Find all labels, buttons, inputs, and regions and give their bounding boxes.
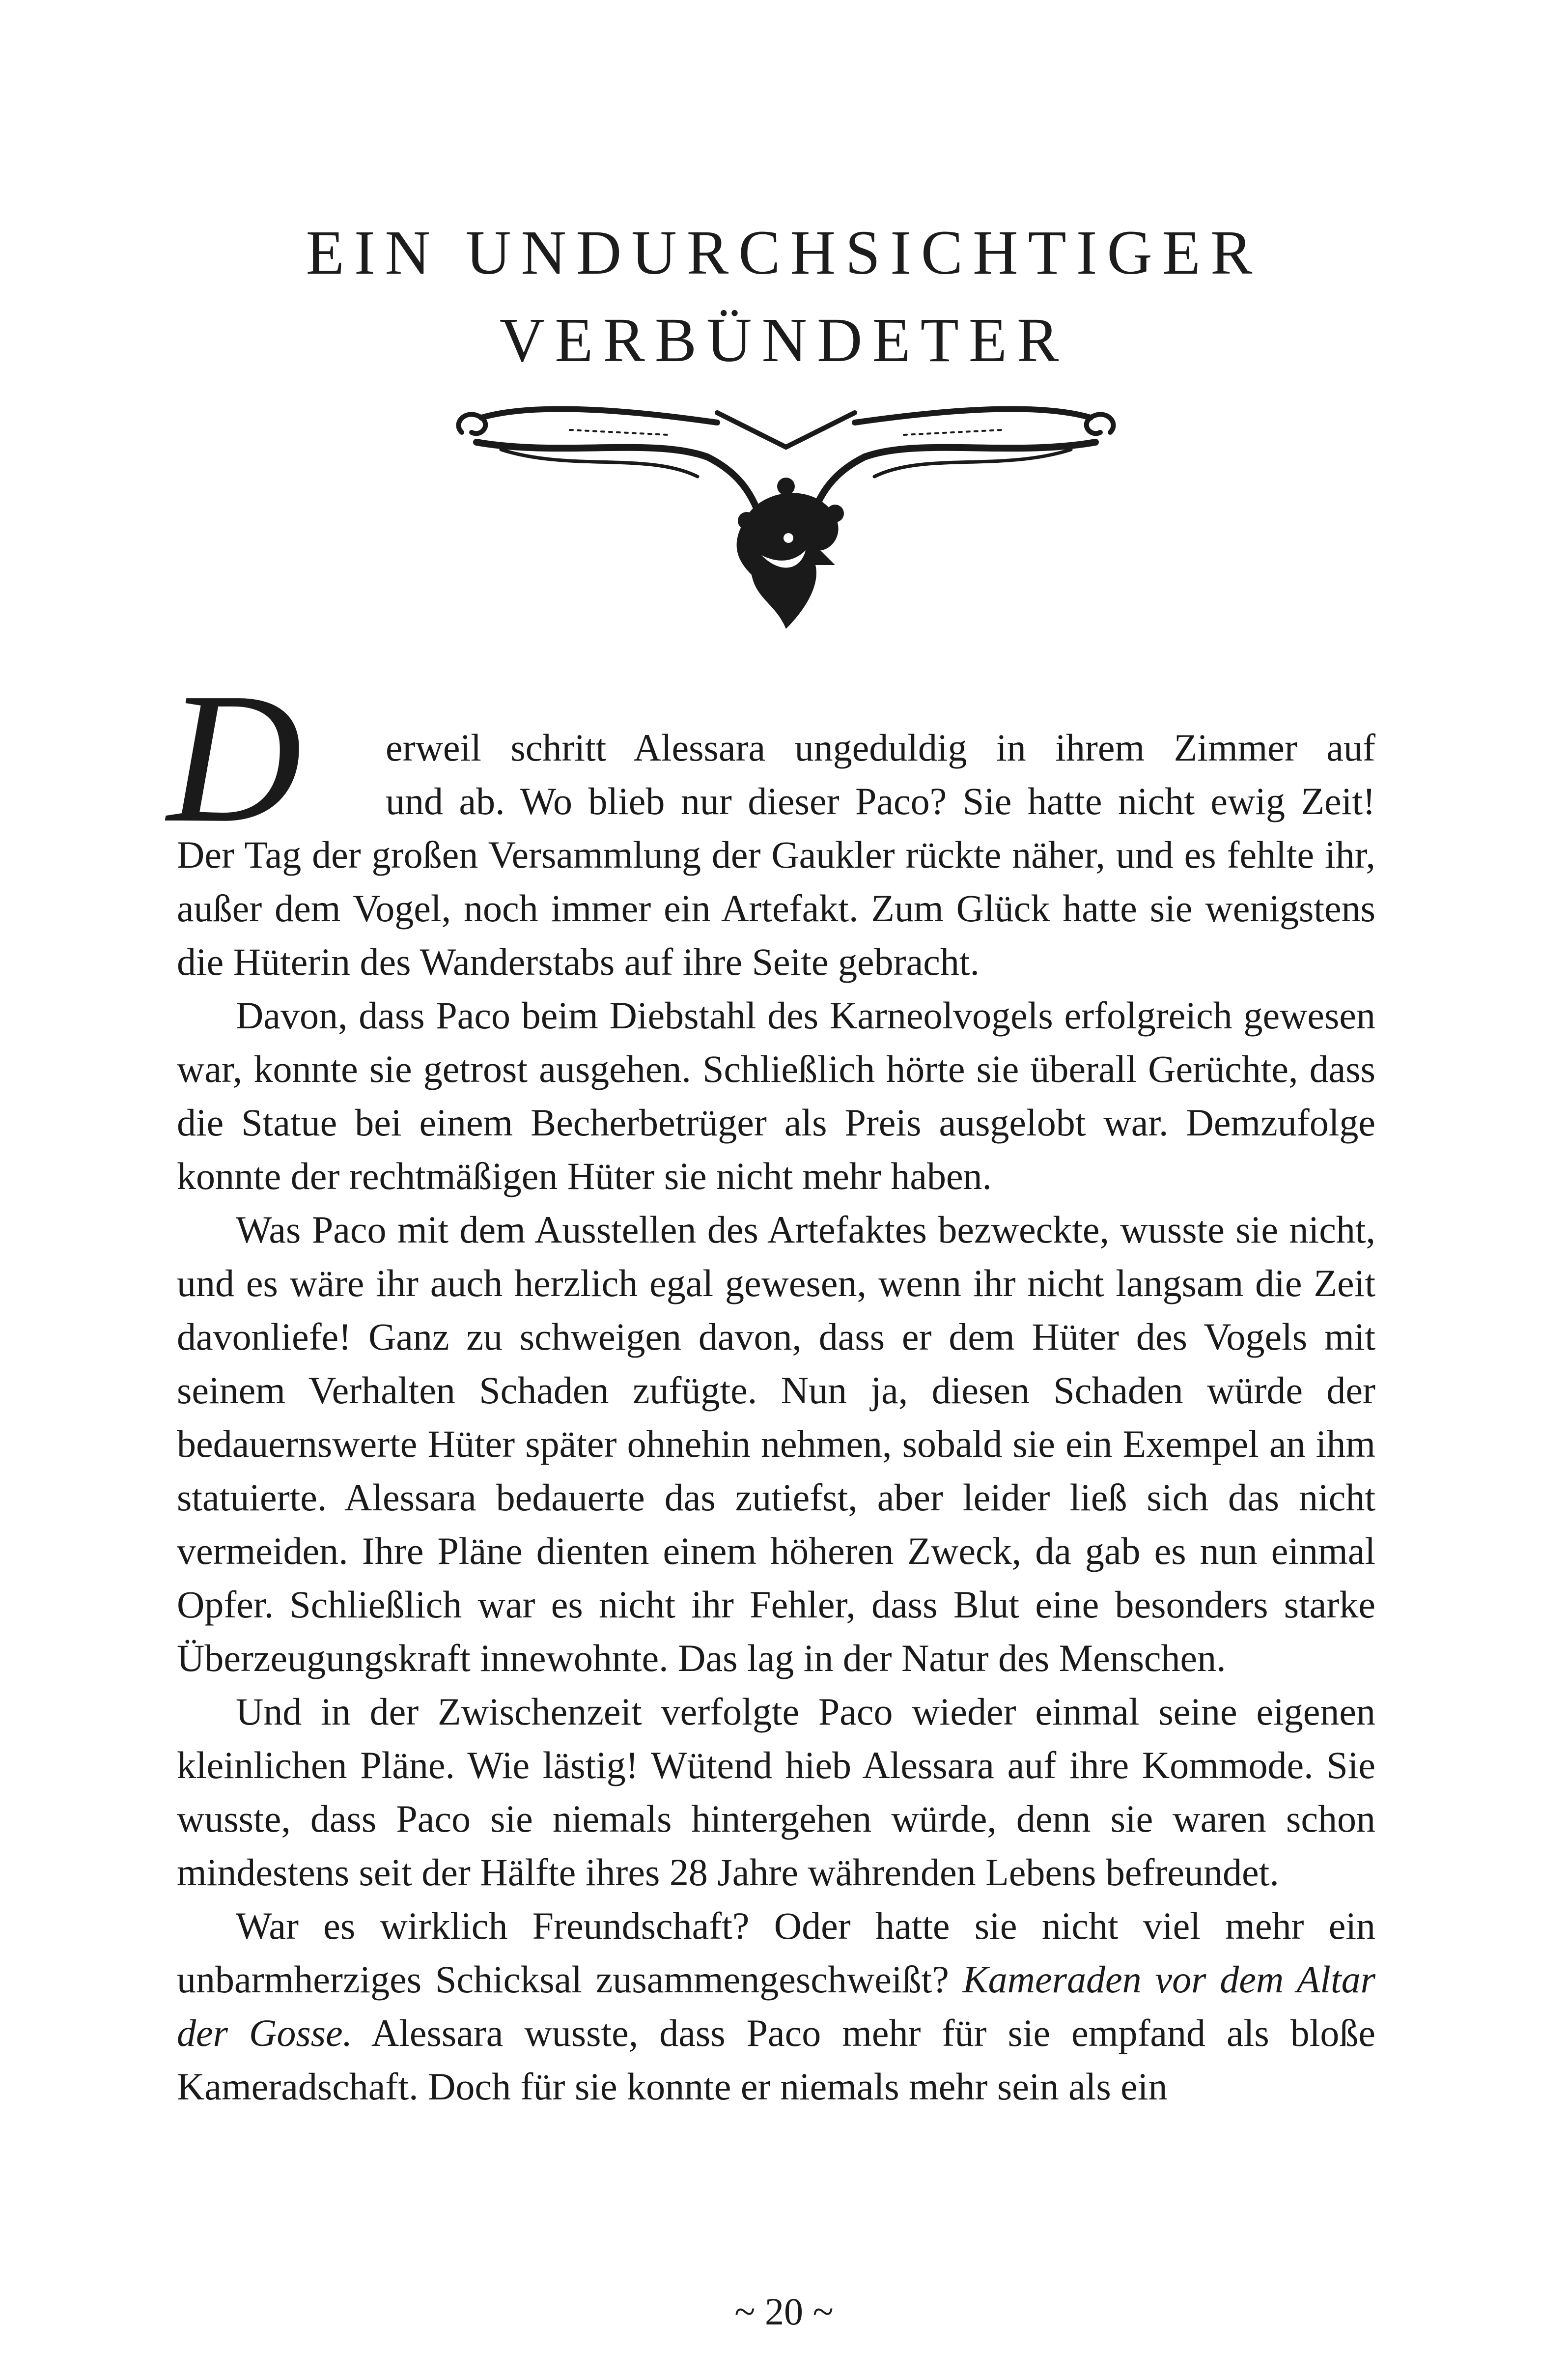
drop-cap-letter: D [167,673,302,835]
chapter-title-line-1: EIN UNDURCHSICHTIGER [306,218,1262,287]
paragraph-4: Und in der Zwischenzeit verfolgte Paco wieder einmal seine eigenen kleinlichen Pläne. Wie lästig! Wütend hieb Alessara auf ihre Kommode. Sie wusste, dass Paco sie niemals hintergehen würde, denn sie waren schon mindestens seit der Hälfte ihres 28 Jahre währenden Lebens befreundet. [177,1690,1375,1894]
paragraph-2: Davon, dass Paco beim Diebstahl des Karneolvogels erfolgreich gewesen war, konnte sie getrost ausgehen. Schließlich hörte sie überall Gerüchte, dass die Statue bei einem Becherbetrüger als Preis ausgelobt war. Demzufolge konnte der rechtmäßigen Hüter sie nicht mehr haben. [177,994,1375,1197]
second-line: und ab. Wo blieb nur dieser Paco? Sie hatte nicht ewig Zeit! [386,780,1375,822]
first-line: erweil schritt Alessara ungeduldig in ihrem Zimmer auf [386,726,1375,769]
drop-cap-d [162,673,383,835]
paragraph-5 [177,1899,1375,2113]
paragraph-5-italic: Kameraden vor dem Altar der Gosse. [177,1958,1375,2054]
paragraph-5-part-b: Alessara wusste, dass Paco mehr für sie empfand als bloße Kameradschaft. Doch für sie konnte er niemals mehr sein als ein [177,2011,1375,2108]
paragraph-3: Was Paco mit dem Ausstellen des Artefaktes bezweckte, wusste sie nicht, und es wäre ihr auch herzlich egal gewesen, wenn ihr nicht langsam die Zeit davonliefe! Ganz zu schweigen davon, dass er dem Hüter des Vogels mit seinem Verhalten Schaden zufügte. Nun ja, diesen Schaden würde der bedauernswerte Hüter später ohnehin nehmen, sobald sie ein Exempel an ihm statuierte. Alessara bedauerte das zutiefst, aber leider ließ sich das nicht vermeiden. Ihre Pläne dienten einem höheren Zweck, da gab es nun einmal Opfer. Schließlich war es nicht ihr Fehler, dass Blut eine besonders starke Überzeugungskraft innewohnte. Das lag in der Natur des Menschen. [177,1208,1375,1679]
jester-eagle-ornament-icon [442,403,1130,649]
chapter-title-line-2: VERBÜNDETER [499,305,1069,375]
paragraph-1-rest: Der Tag der großen Versammlung der Gaukler rückte näher, und es fehlte ihr, außer dem Vogel, noch immer ein Artefakt. Zum Glück hatte sie wenigstens die Hüterin des Wanderstabs auf ihre Seite gebracht. [177,833,1375,983]
paragraph-5-part-a: War es wirklich Freundschaft? Oder hatte sie nicht viel mehr ein unbarmherziges Schicksal zusammengeschweißt? [177,1904,1375,2001]
body-text [177,828,1375,2113]
page-number: ~ 20 ~ [734,2290,834,2333]
